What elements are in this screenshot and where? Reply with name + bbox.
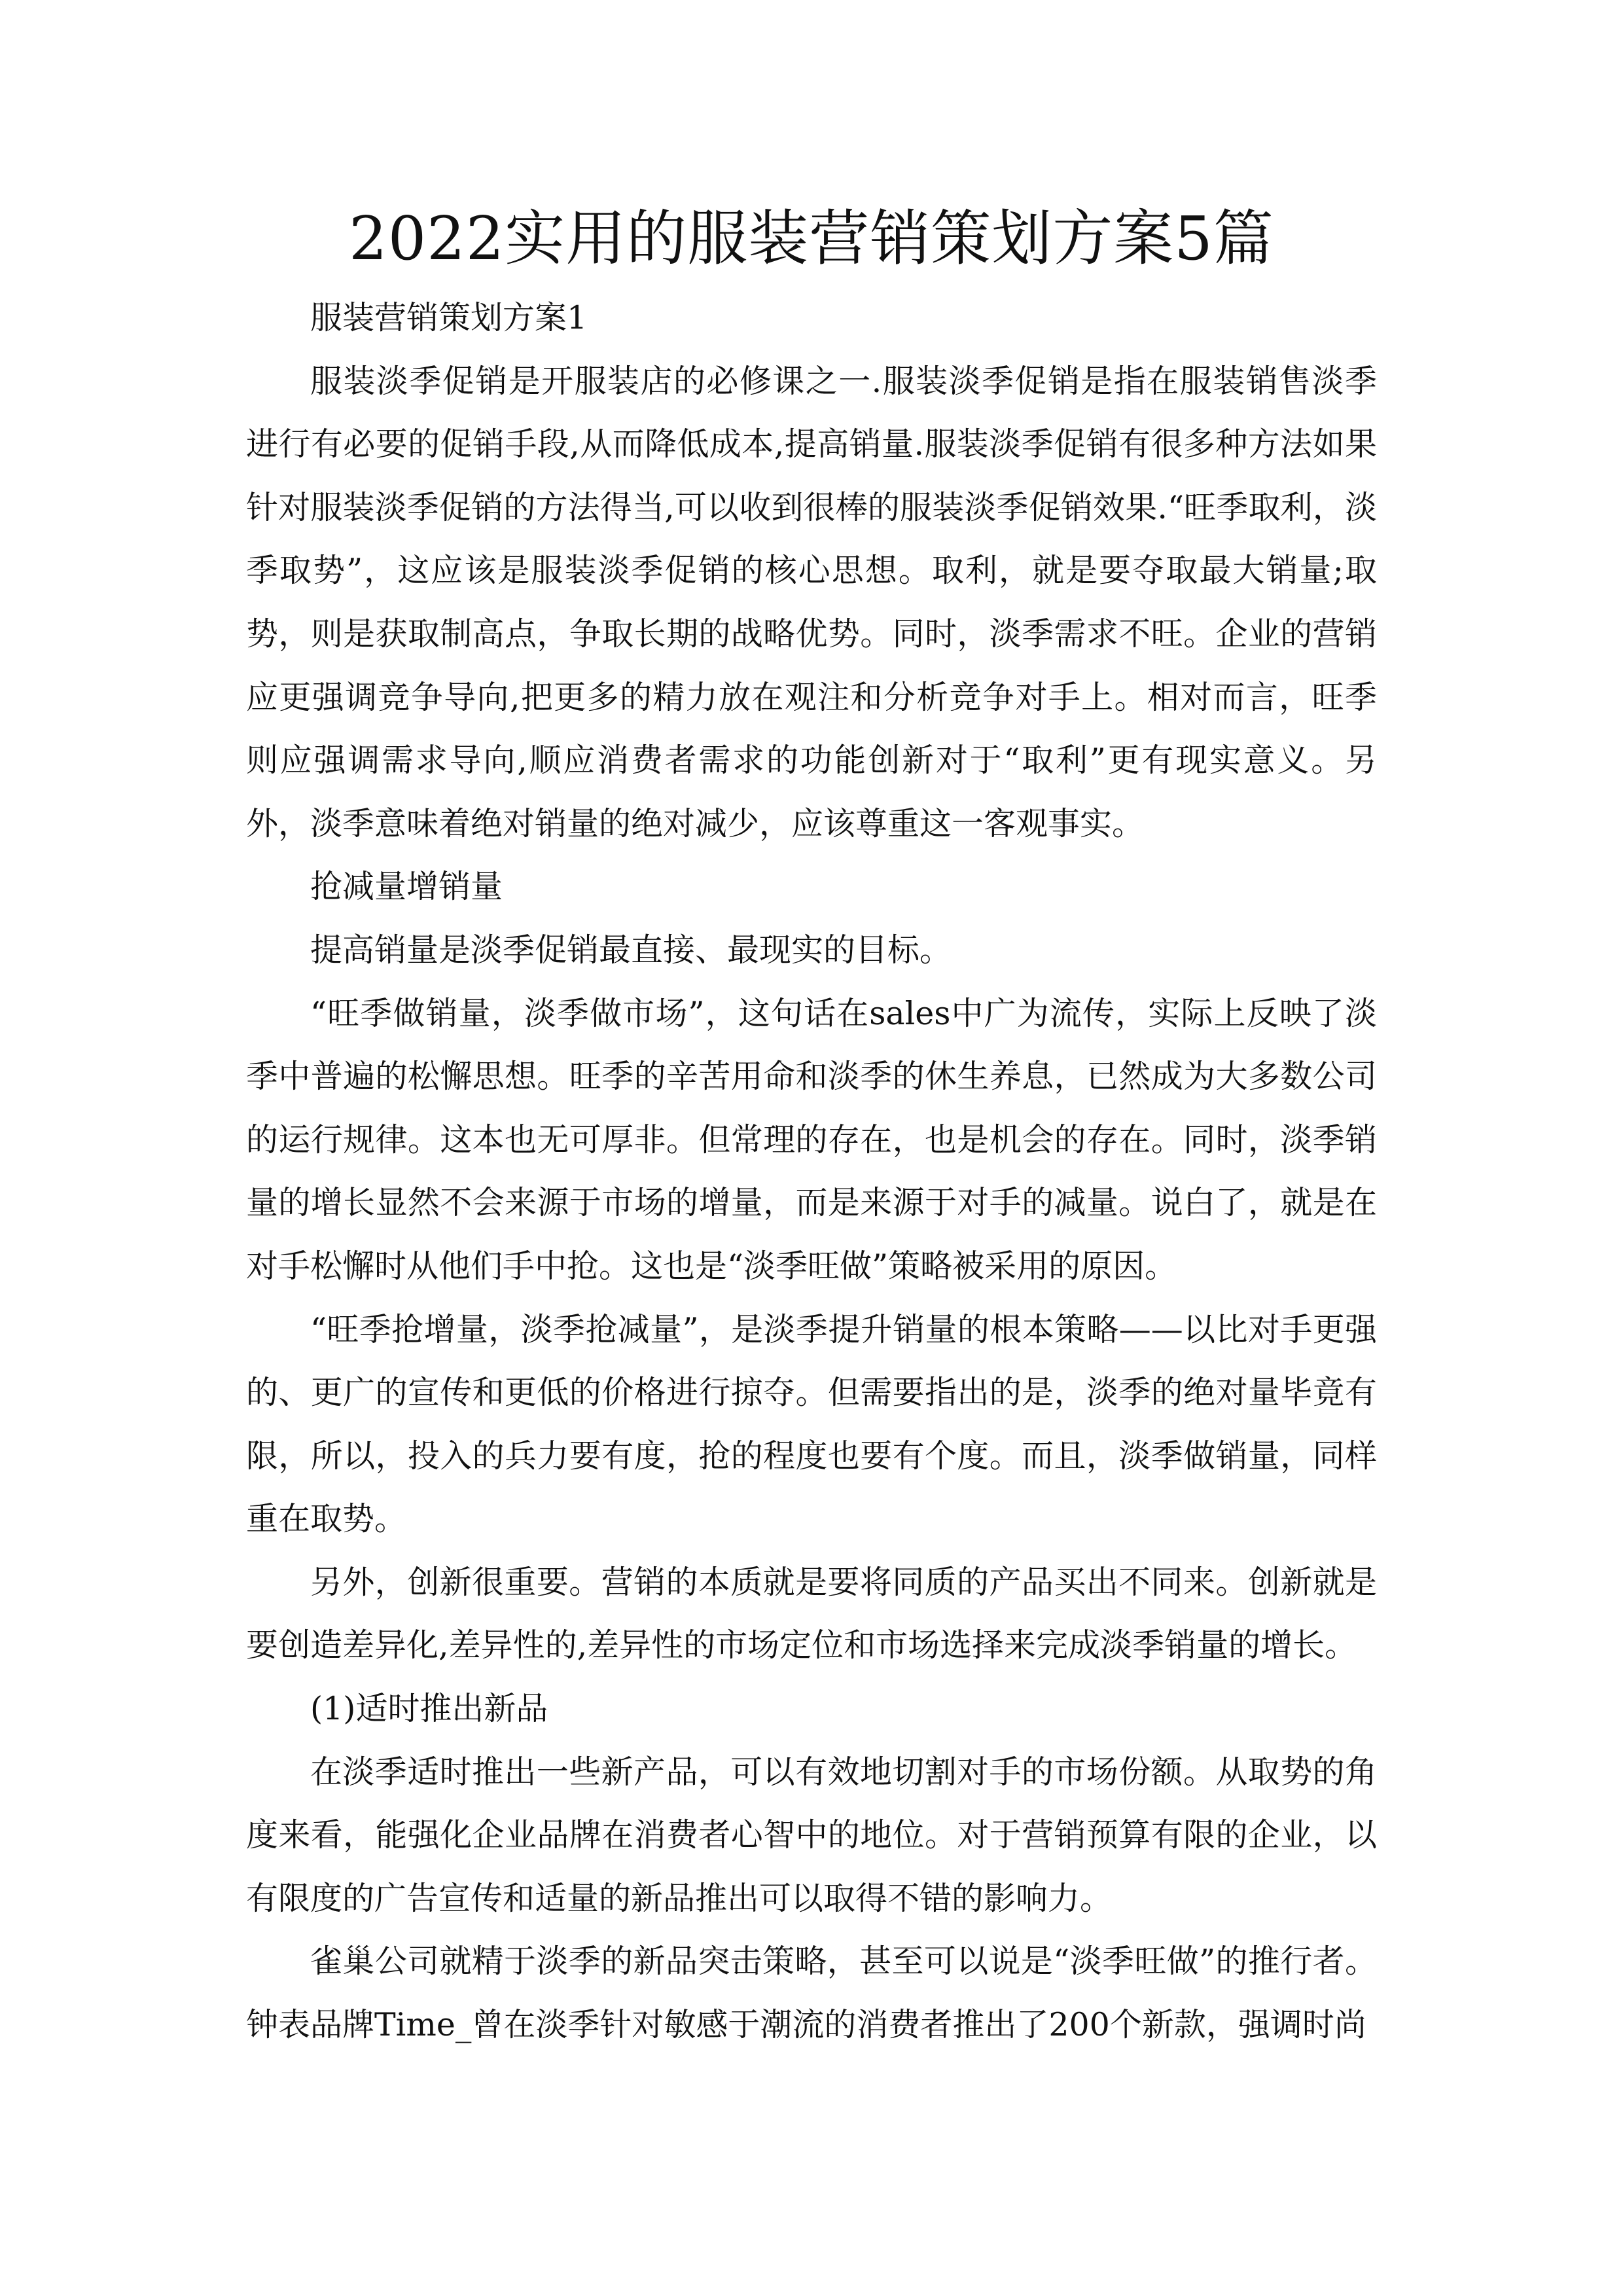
- paragraph: “旺季抢增量，淡季抢减量”，是淡季提升销量的根本策略——以比对手更强的、更广的宣传和更低的价格进行掠夺。但需要指出的是，淡季的绝对量毕竟有限，所以，投入的兵力要有度，抢的程度也要有个度。而且，淡季做销量，同样重在取势。: [246, 1310, 1377, 1538]
- document-body: [246, 287, 1377, 2057]
- section-heading: (1)适时推出新品: [310, 1690, 548, 1728]
- paragraph: 提高销量是淡季促销最直接、最现实的目标。: [310, 931, 952, 969]
- section-heading: 抢减量增销量: [310, 868, 503, 906]
- paragraph: 服装淡季促销是开服装店的必修课之一.服装淡季促销是指在服装销售淡季进行有必要的促销手段,从而降低成本,提高销量.服装淡季促销有很多种方法如果针对服装淡季促销的方法得当,可以收到很棒的服装淡季促销效果.“旺季取利，淡季取势”，这应该是服装淡季促销的核心思想。取利，就是要夺取最大销量;取势，则是获取制高点，争取长期的战略优势。同时，淡季需求不旺。企业的营销应更强调竞争导向,把更多的精力放在观注和分析竞争对手上。相对而言，旺季则应强调需求导向,顺应消费者需求的功能创新对于“取利”更有现实意义。另外，淡季意味着绝对销量的绝对减少，应该尊重这一客观事实。: [246, 362, 1377, 842]
- paragraph: 雀巢公司就精于淡季的新品突击策略，甚至可以说是“淡季旺做”的推行者。钟表品牌Time_曾在淡季针对敏感于潮流的消费者推出了200个新款，强调时尚: [246, 1943, 1377, 2044]
- document-title: 2022实用的服装营销策划方案5篇: [349, 204, 1274, 274]
- paragraph: 另外，创新很重要。营销的本质就是要将同质的产品买出不同来。创新就是要创造差异化,差异性的,差异性的市场定位和市场选择来完成淡季销量的增长。: [246, 1563, 1377, 1664]
- paragraph: “旺季做销量，淡季做市场”，这句话在sales中广为流传，实际上反映了淡季中普遍的松懈思想。旺季的辛苦用命和淡季的休生养息，已然成为大多数公司的运行规律。这本也无可厚非。但常理的存在，也是机会的存在。同时，淡季销量的增长显然不会来源于市场的增量，而是来源于对手的减量。说白了，就是在对手松懈时从他们手中抢。这也是“淡季旺做”策略被采用的原因。: [246, 994, 1377, 1285]
- section-title: 服装营销策划方案1: [310, 299, 588, 336]
- paragraph: 在淡季适时推出一些新产品，可以有效地切割对手的市场份额。从取势的角度来看，能强化企业品牌在消费者心智中的地位。对于营销预算有限的企业，以有限度的广告宣传和适量的新品推出可以取得不错的影响力。: [246, 1753, 1377, 1917]
